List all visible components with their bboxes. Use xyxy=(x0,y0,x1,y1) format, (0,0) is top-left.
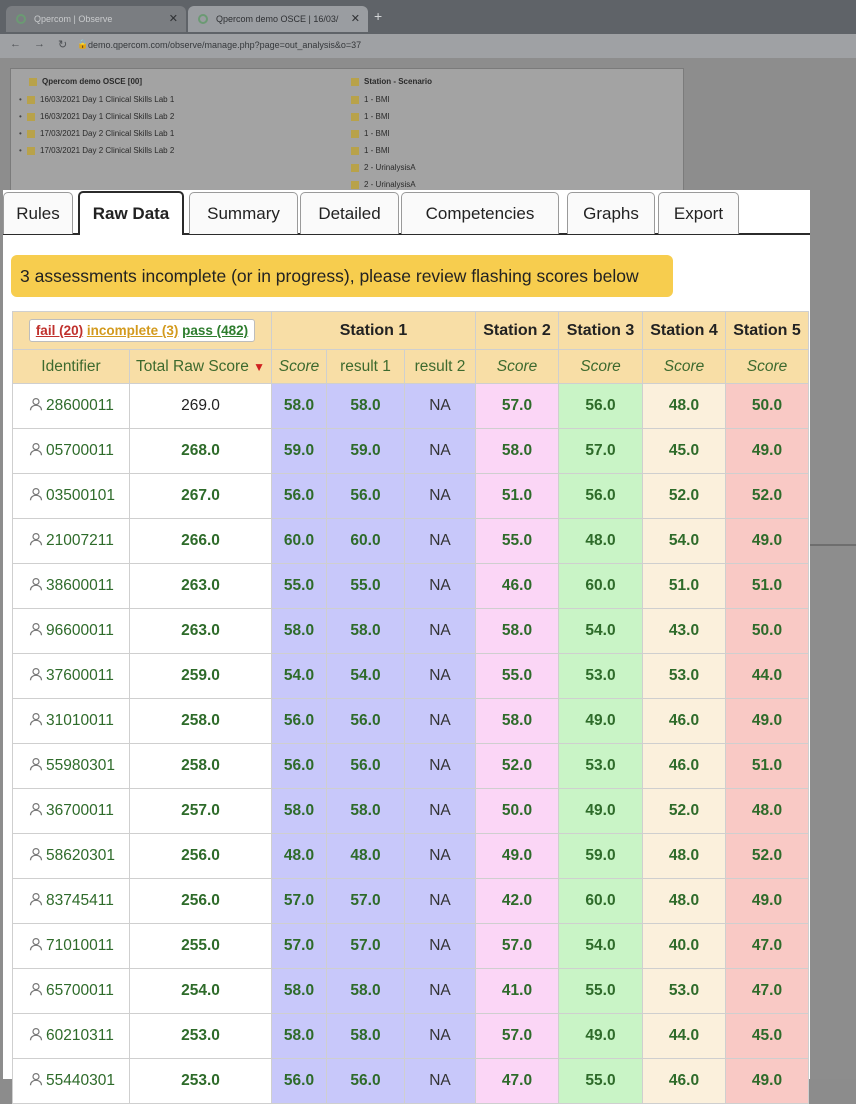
identifier-cell[interactable] xyxy=(13,384,130,429)
station1-result1-cell[interactable]: 56.0 xyxy=(327,1059,405,1104)
station1-result2-cell[interactable]: NA xyxy=(405,564,476,609)
candidate-id-link[interactable]: 38600011 xyxy=(46,577,114,594)
table-row[interactable] xyxy=(13,609,809,654)
station1-score-cell[interactable]: 55.0 xyxy=(272,564,327,609)
total-score-cell[interactable]: 258.0 xyxy=(130,744,272,789)
person-icon xyxy=(29,802,43,816)
candidate-id-link[interactable]: 31010011 xyxy=(46,712,114,729)
sort-desc-icon[interactable]: ▼ xyxy=(253,359,266,374)
total-score-cell[interactable]: 254.0 xyxy=(130,969,272,1014)
station4-score-cell[interactable]: 53.0 xyxy=(643,654,726,699)
station1-result2-cell[interactable]: NA xyxy=(405,699,476,744)
station1-result1-cell[interactable]: 57.0 xyxy=(327,924,405,969)
candidate-id-link[interactable]: 83745411 xyxy=(46,892,114,909)
total-score-cell[interactable]: 253.0 xyxy=(130,1059,272,1104)
station4-score-cell[interactable]: 52.0 xyxy=(643,474,726,519)
station3-score-cell[interactable]: 60.0 xyxy=(559,879,643,924)
station1-result2-cell[interactable]: NA xyxy=(405,834,476,879)
station1-result2-cell[interactable]: NA xyxy=(405,879,476,924)
station1-result2-cell[interactable]: NA xyxy=(405,1014,476,1059)
station5-score-cell[interactable]: 47.0 xyxy=(726,969,809,1014)
station3-score-cell[interactable]: 48.0 xyxy=(559,519,643,564)
station-header: Station 3 xyxy=(559,312,643,350)
total-score-cell[interactable]: 267.0 xyxy=(130,474,272,519)
station1-result1-cell[interactable]: 58.0 xyxy=(327,969,405,1014)
total-score-cell[interactable]: 263.0 xyxy=(130,564,272,609)
station5-score-cell[interactable]: 52.0 xyxy=(726,474,809,519)
person-icon xyxy=(29,577,43,591)
browser-tab[interactable]: Qpercom | Observe ✕ xyxy=(6,6,186,32)
station3-score-cell[interactable]: 55.0 xyxy=(559,969,643,1014)
station3-score-cell[interactable]: 55.0 xyxy=(559,1059,643,1104)
station3-score-cell[interactable]: 53.0 xyxy=(559,654,643,699)
total-score-column-header[interactable]: Total Raw Score ▼ xyxy=(130,350,272,384)
station3-score-cell[interactable]: 53.0 xyxy=(559,744,643,789)
checkbox-icon[interactable] xyxy=(351,78,359,86)
station2-score-cell[interactable]: 49.0 xyxy=(476,834,559,879)
station5-score-cell[interactable]: 49.0 xyxy=(726,519,809,564)
checkbox-icon[interactable] xyxy=(27,96,35,104)
identifier-cell[interactable] xyxy=(13,654,130,699)
station3-score-cell[interactable]: 60.0 xyxy=(559,564,643,609)
result-legend xyxy=(29,319,255,342)
identifier-cell[interactable] xyxy=(13,564,130,609)
checkbox-icon[interactable] xyxy=(351,113,359,121)
station5-score-cell[interactable]: 44.0 xyxy=(726,654,809,699)
station1-score-cell[interactable]: 56.0 xyxy=(272,699,327,744)
station1-score-cell[interactable]: 56.0 xyxy=(272,744,327,789)
station3-score-cell[interactable]: 54.0 xyxy=(559,609,643,654)
station1-result2-cell[interactable]: NA xyxy=(405,429,476,474)
station2-score-cell[interactable]: 58.0 xyxy=(476,429,559,474)
station1-score-cell[interactable]: 57.0 xyxy=(272,924,327,969)
station1-result2-cell[interactable]: NA xyxy=(405,384,476,429)
station1-score-cell[interactable]: 59.0 xyxy=(272,429,327,474)
station3-score-cell[interactable]: 59.0 xyxy=(559,834,643,879)
station2-score-cell[interactable]: 42.0 xyxy=(476,879,559,924)
station4-score-cell[interactable]: 44.0 xyxy=(643,1014,726,1059)
identifier-cell[interactable] xyxy=(13,969,130,1014)
table-row[interactable] xyxy=(13,879,809,924)
station2-score-cell[interactable]: 47.0 xyxy=(476,1059,559,1104)
station1-result1-cell[interactable]: 58.0 xyxy=(327,609,405,654)
station5-score-cell[interactable]: 52.0 xyxy=(726,834,809,879)
station4-score-cell[interactable]: 51.0 xyxy=(643,564,726,609)
candidate-id-link[interactable]: 65700011 xyxy=(46,982,114,999)
reload-icon[interactable]: ↻ xyxy=(58,39,68,51)
station4-score-cell[interactable]: 52.0 xyxy=(643,789,726,834)
station1-score-cell[interactable]: 58.0 xyxy=(272,1014,327,1059)
person-icon xyxy=(29,397,43,411)
candidate-id-link[interactable]: 21007211 xyxy=(46,532,114,549)
new-tab-icon[interactable]: + xyxy=(374,8,383,24)
table-body xyxy=(13,384,809,1104)
candidate-id-link[interactable]: 71010011 xyxy=(46,937,114,954)
station4-score-cell[interactable]: 48.0 xyxy=(643,834,726,879)
checkbox-icon[interactable] xyxy=(27,130,35,138)
favicon-icon xyxy=(16,14,26,24)
tab-bar xyxy=(3,190,810,235)
station5-score-cell[interactable]: 49.0 xyxy=(726,699,809,744)
candidate-id-link[interactable]: 28600011 xyxy=(46,397,114,414)
station2-score-cell[interactable]: 41.0 xyxy=(476,969,559,1014)
candidate-id-link[interactable]: 55980301 xyxy=(46,757,115,774)
table-row[interactable] xyxy=(13,654,809,699)
station5-score-cell[interactable]: 45.0 xyxy=(726,1014,809,1059)
score-column-header[interactable]: Score xyxy=(643,350,726,384)
identifier-cell[interactable] xyxy=(13,924,130,969)
total-score-cell[interactable]: 256.0 xyxy=(130,834,272,879)
pass-filter-link[interactable]: pass (482) xyxy=(182,323,249,338)
total-score-cell[interactable]: 269.0 xyxy=(130,384,272,429)
station1-result1-cell[interactable]: 58.0 xyxy=(327,384,405,429)
candidate-id-link[interactable]: 96600011 xyxy=(46,622,114,639)
score-column-header[interactable]: Score xyxy=(726,350,809,384)
station2-score-cell[interactable]: 58.0 xyxy=(476,609,559,654)
results-panel xyxy=(3,190,810,1089)
station4-score-cell[interactable]: 43.0 xyxy=(643,609,726,654)
table-row[interactable] xyxy=(13,384,809,429)
lock-icon: 🔒 xyxy=(77,39,89,49)
station4-score-cell[interactable]: 46.0 xyxy=(643,699,726,744)
station2-score-cell[interactable]: 57.0 xyxy=(476,1014,559,1059)
station1-score-cell[interactable]: 58.0 xyxy=(272,384,327,429)
station5-score-cell[interactable]: 49.0 xyxy=(726,879,809,924)
station3-score-cell[interactable]: 57.0 xyxy=(559,429,643,474)
checkbox-icon[interactable] xyxy=(351,147,359,155)
person-icon xyxy=(29,982,43,996)
station5-score-cell[interactable]: 51.0 xyxy=(726,564,809,609)
identifier-cell[interactable] xyxy=(13,789,130,834)
person-icon xyxy=(29,442,43,456)
candidate-id-link[interactable]: 60210311 xyxy=(46,1027,114,1044)
station-header: Station 4 xyxy=(643,312,726,350)
person-icon xyxy=(29,622,43,636)
station1-result1-cell[interactable]: 58.0 xyxy=(327,1014,405,1059)
table-row[interactable] xyxy=(13,744,809,789)
identifier-cell[interactable] xyxy=(13,699,130,744)
person-icon xyxy=(29,532,43,546)
station2-score-cell[interactable]: 57.0 xyxy=(476,384,559,429)
url-text[interactable]: demo.qpercom.com/observe/manage.php?page=out_analysis&o=37 xyxy=(88,40,362,50)
station1-result1-cell[interactable]: 58.0 xyxy=(327,789,405,834)
checkbox-icon[interactable] xyxy=(351,164,359,172)
station1-result2-cell[interactable]: NA xyxy=(405,969,476,1014)
station1-result2-cell[interactable]: NA xyxy=(405,924,476,969)
station3-score-cell[interactable]: 56.0 xyxy=(559,384,643,429)
incomplete-warning-banner: 3 assessments incomplete (or in progress), please review flashing scores below xyxy=(11,255,673,297)
person-icon xyxy=(29,1072,43,1086)
station1-result1-cell[interactable]: 56.0 xyxy=(327,744,405,789)
station2-score-cell[interactable]: 58.0 xyxy=(476,699,559,744)
score-column-header[interactable]: Score xyxy=(476,350,559,384)
station5-score-cell[interactable]: 49.0 xyxy=(726,429,809,474)
checkbox-icon[interactable] xyxy=(27,147,35,155)
table-row[interactable] xyxy=(13,969,809,1014)
candidate-id-link[interactable]: 55440301 xyxy=(46,1072,115,1089)
station1-result2-cell[interactable]: NA xyxy=(405,654,476,699)
station2-score-cell[interactable]: 55.0 xyxy=(476,654,559,699)
table-row[interactable] xyxy=(13,564,809,609)
station1-score-cell[interactable]: 56.0 xyxy=(272,1059,327,1104)
station3-score-cell[interactable]: 54.0 xyxy=(559,924,643,969)
total-score-cell[interactable]: 266.0 xyxy=(130,519,272,564)
checkbox-icon[interactable] xyxy=(351,96,359,104)
table-row[interactable] xyxy=(13,699,809,744)
total-score-cell[interactable]: 257.0 xyxy=(130,789,272,834)
station1-result1-cell[interactable]: 54.0 xyxy=(327,654,405,699)
station4-score-cell[interactable]: 48.0 xyxy=(643,384,726,429)
station3-score-cell[interactable]: 49.0 xyxy=(559,699,643,744)
total-score-cell[interactable]: 259.0 xyxy=(130,654,272,699)
total-score-cell[interactable]: 253.0 xyxy=(130,1014,272,1059)
close-icon[interactable]: ✕ xyxy=(350,13,360,25)
station1-result1-cell[interactable]: 56.0 xyxy=(327,699,405,744)
station1-score-cell[interactable]: 57.0 xyxy=(272,879,327,924)
candidate-id-link[interactable]: 36700011 xyxy=(46,802,114,819)
station1-result1-cell[interactable]: 59.0 xyxy=(327,429,405,474)
identifier-cell[interactable] xyxy=(13,474,130,519)
exam-title: Qpercom demo OSCE [00] xyxy=(42,77,143,86)
checkbox-icon[interactable] xyxy=(29,78,37,86)
station1-result1-cell[interactable]: 55.0 xyxy=(327,564,405,609)
station2-score-cell[interactable]: 55.0 xyxy=(476,519,559,564)
station4-score-cell[interactable]: 48.0 xyxy=(643,879,726,924)
station5-score-cell[interactable]: 51.0 xyxy=(726,744,809,789)
station2-score-cell[interactable]: 52.0 xyxy=(476,744,559,789)
fail-filter-link[interactable]: fail (20) xyxy=(35,323,84,338)
person-icon xyxy=(29,892,43,906)
station2-score-cell[interactable]: 57.0 xyxy=(476,924,559,969)
station1-result1-cell[interactable]: 60.0 xyxy=(327,519,405,564)
table-row[interactable] xyxy=(13,1059,809,1104)
station5-score-cell[interactable]: 49.0 xyxy=(726,1059,809,1104)
tab-detailed[interactable]: Detailed xyxy=(300,192,399,234)
person-icon xyxy=(29,757,43,771)
total-score-cell[interactable]: 256.0 xyxy=(130,879,272,924)
station-header: Station 2 xyxy=(476,312,559,350)
station1-result2-cell[interactable]: NA xyxy=(405,744,476,789)
station4-score-cell[interactable]: 46.0 xyxy=(643,1059,726,1104)
station2-score-cell[interactable]: 51.0 xyxy=(476,474,559,519)
favicon-icon xyxy=(198,14,208,24)
browser-tab-active[interactable]: Qpercom demo OSCE | 16/03/ ✕ xyxy=(188,6,368,32)
checkbox-icon[interactable] xyxy=(351,181,359,189)
person-icon xyxy=(29,487,43,501)
station5-score-cell[interactable]: 48.0 xyxy=(726,789,809,834)
table-row[interactable] xyxy=(13,1014,809,1059)
station3-score-cell[interactable]: 56.0 xyxy=(559,474,643,519)
identifier-column-header[interactable]: Identifier xyxy=(13,350,130,384)
identifier-cell[interactable] xyxy=(13,879,130,924)
station1-result2-cell[interactable]: NA xyxy=(405,609,476,654)
tab-graphs[interactable]: Graphs xyxy=(567,192,655,234)
tab-rules[interactable]: Rules xyxy=(3,192,73,234)
total-score-cell[interactable]: 255.0 xyxy=(130,924,272,969)
table-row[interactable] xyxy=(13,474,809,519)
result1-column-header[interactable]: result 1 xyxy=(327,350,405,384)
station1-score-cell[interactable]: 58.0 xyxy=(272,609,327,654)
station1-score-cell[interactable]: 54.0 xyxy=(272,654,327,699)
station1-result2-cell[interactable]: NA xyxy=(405,474,476,519)
person-icon xyxy=(29,667,43,681)
browser-tabstrip xyxy=(0,0,856,34)
station1-score-cell[interactable]: 58.0 xyxy=(272,969,327,1014)
score-column-header[interactable]: Score xyxy=(559,350,643,384)
station4-score-cell[interactable]: 46.0 xyxy=(643,744,726,789)
tab-raw-data[interactable]: Raw Data xyxy=(78,191,184,235)
tab-export[interactable]: Export xyxy=(658,192,739,234)
identifier-cell[interactable] xyxy=(13,609,130,654)
total-score-cell[interactable]: 258.0 xyxy=(130,699,272,744)
station1-score-cell[interactable]: 60.0 xyxy=(272,519,327,564)
station3-score-cell[interactable]: 49.0 xyxy=(559,1014,643,1059)
candidate-id-link[interactable]: 37600011 xyxy=(46,667,114,684)
person-icon xyxy=(29,847,43,861)
table-row[interactable] xyxy=(13,789,809,834)
checkbox-icon[interactable] xyxy=(351,130,359,138)
forward-icon[interactable]: → xyxy=(34,38,45,50)
station1-result2-cell[interactable]: NA xyxy=(405,789,476,834)
station4-score-cell[interactable]: 40.0 xyxy=(643,924,726,969)
table-row[interactable] xyxy=(13,519,809,564)
identifier-cell[interactable] xyxy=(13,744,130,789)
result2-column-header[interactable]: result 2 xyxy=(405,350,476,384)
person-icon xyxy=(29,712,43,726)
station1-score-cell[interactable]: 56.0 xyxy=(272,474,327,519)
station3-score-cell[interactable]: 49.0 xyxy=(559,789,643,834)
station1-result1-cell[interactable]: 56.0 xyxy=(327,474,405,519)
address-bar xyxy=(0,34,856,58)
raw-data-table xyxy=(12,311,809,1104)
identifier-cell[interactable] xyxy=(13,1059,130,1104)
station-header: Station 5 xyxy=(726,312,809,350)
score-column-header[interactable]: Score xyxy=(272,350,327,384)
close-icon[interactable]: ✕ xyxy=(168,13,178,25)
filter-panel: Qpercom demo OSCE [00] • 16/03/2021 Day 1 Clinical Skills Lab 1 • 16/03/2021 Day 1 Clinical Skills Lab 2 • 17/03/2021 Day 2 Clinical Skills Lab 1 • 17/03/2021 Day 2 Clinical Skills Lab 2 Station - Scenario 1 - BMI 1 - BMI 1 - BMI 1 - BMI 2 - UrinalysisA 2 - UrinalysisA xyxy=(10,68,684,210)
total-score-cell[interactable]: 268.0 xyxy=(130,429,272,474)
identifier-cell[interactable] xyxy=(13,429,130,474)
station5-score-cell[interactable]: 50.0 xyxy=(726,609,809,654)
tab-summary[interactable]: Summary xyxy=(189,192,298,234)
table-row[interactable] xyxy=(13,924,809,969)
identifier-cell[interactable] xyxy=(13,834,130,879)
checkbox-icon[interactable] xyxy=(27,113,35,121)
station2-score-cell[interactable]: 46.0 xyxy=(476,564,559,609)
station4-score-cell[interactable]: 54.0 xyxy=(643,519,726,564)
incomplete-filter-link[interactable]: incomplete (3) xyxy=(86,323,179,338)
candidate-id-link[interactable]: 05700011 xyxy=(46,442,114,459)
station5-score-cell[interactable]: 50.0 xyxy=(726,384,809,429)
station1-score-cell[interactable]: 58.0 xyxy=(272,789,327,834)
station1-result1-cell[interactable]: 57.0 xyxy=(327,879,405,924)
station1-result2-cell[interactable]: NA xyxy=(405,1059,476,1104)
station1-result2-cell[interactable]: NA xyxy=(405,519,476,564)
identifier-cell[interactable] xyxy=(13,519,130,564)
station4-score-cell[interactable]: 53.0 xyxy=(643,969,726,1014)
back-icon[interactable]: ← xyxy=(10,38,21,50)
legend-cell xyxy=(13,312,272,350)
station1-score-cell[interactable]: 48.0 xyxy=(272,834,327,879)
station-header: Station 1 xyxy=(272,312,476,350)
person-icon xyxy=(29,1027,43,1041)
station2-score-cell[interactable]: 50.0 xyxy=(476,789,559,834)
candidate-id-link[interactable]: 03500101 xyxy=(46,487,115,504)
candidate-id-link[interactable]: 58620301 xyxy=(46,847,115,864)
tab-competencies[interactable]: Competencies xyxy=(401,192,559,234)
station4-score-cell[interactable]: 45.0 xyxy=(643,429,726,474)
person-icon xyxy=(29,937,43,951)
table-row[interactable] xyxy=(13,834,809,879)
identifier-cell[interactable] xyxy=(13,1014,130,1059)
total-score-cell[interactable]: 263.0 xyxy=(130,609,272,654)
table-row[interactable] xyxy=(13,429,809,474)
station1-result1-cell[interactable]: 48.0 xyxy=(327,834,405,879)
station5-score-cell[interactable]: 47.0 xyxy=(726,924,809,969)
